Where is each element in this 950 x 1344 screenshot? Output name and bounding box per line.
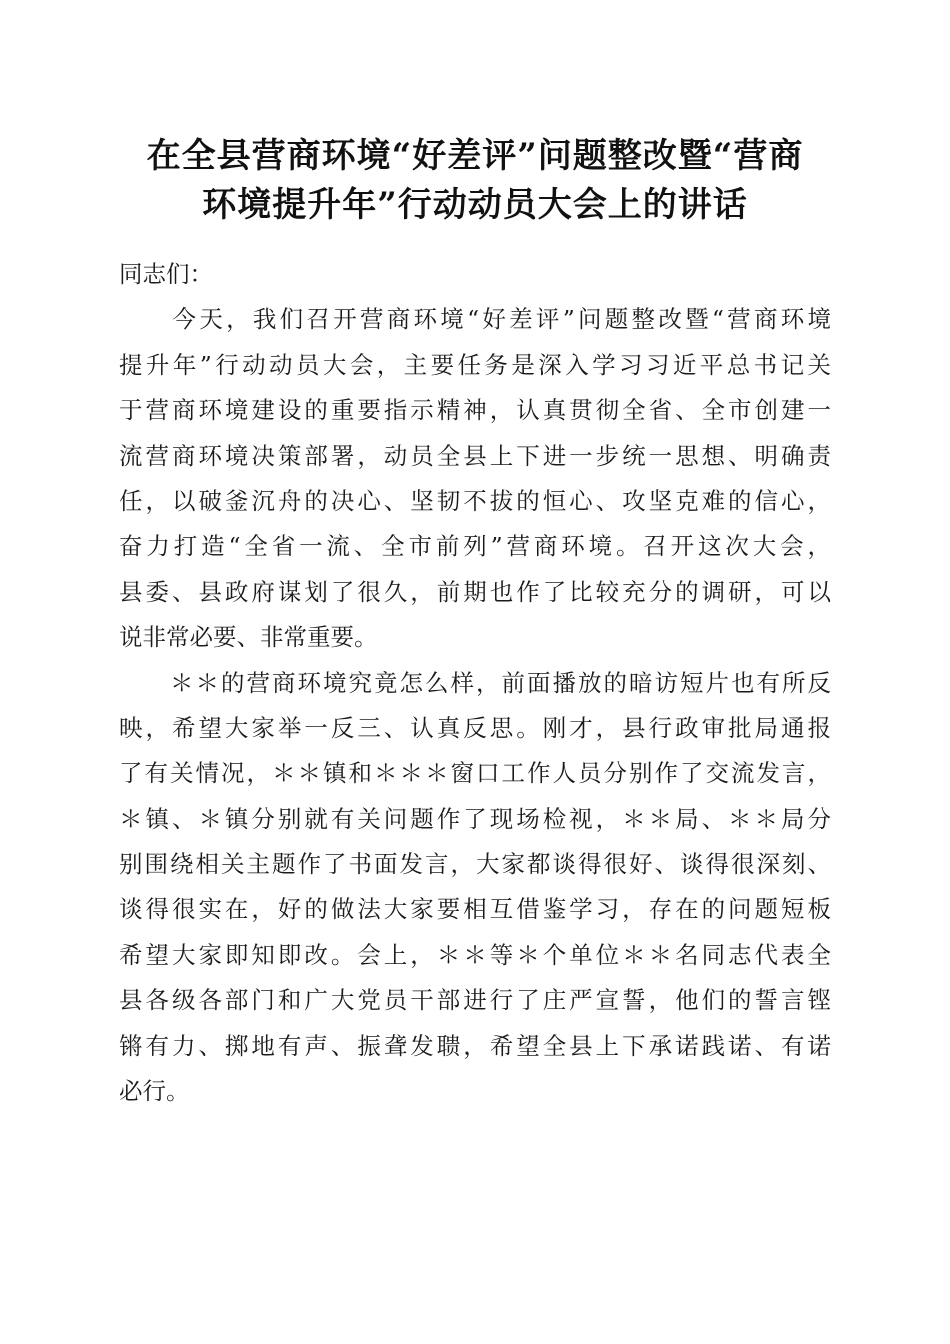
- paragraph-line: 县委、县政府谋划了很久，前期也作了比较充分的调研，可以: [119, 577, 831, 606]
- paragraph-line: 说非常必要、非常重要。: [119, 623, 378, 652]
- paragraph-line: 任，以破釜沉舟的决心、坚韧不拔的恒心、攻坚克难的信心，: [119, 486, 831, 515]
- title-line-1: 在全县营商环境“好差评”问题整改暨“营商: [146, 136, 804, 176]
- paragraph-line: 谈得很实在，好的做法大家要相互借鉴学习，存在的问题短板: [119, 895, 831, 924]
- paragraph-line: ＊镇、＊镇分别就有关问题作了现场检视，＊＊局、＊＊局分: [119, 804, 831, 833]
- paragraph-line: 县各级各部门和广大党员干部进行了庄严宣誓，他们的誓言铿: [119, 986, 831, 1015]
- paragraph-line: 锵有力、掷地有声、振聋发聩，希望全县上下承诺践诺、有诺: [119, 1031, 831, 1060]
- paragraph-line: 希望大家即知即改。会上，＊＊等＊个单位＊＊名同志代表全: [119, 940, 831, 969]
- paragraph-line: 提升年”行动动员大会，主要任务是深入学习习近平总书记关: [119, 350, 831, 379]
- greeting: 同志们：: [119, 260, 213, 288]
- document-title: [95, 132, 855, 230]
- paragraph-1: [119, 297, 831, 660]
- paragraph-line: 今天，我们召开营商环境“好差评”问题整改暨“营商环境: [119, 305, 831, 334]
- paragraph-line: 奋力打造“全省一流、全市前列”营商环境。召开这次大会，: [119, 532, 831, 561]
- paragraph-line: 别围绕相关主题作了书面发言，大家都谈得很好、谈得很深刻、: [119, 850, 831, 879]
- paragraph-line: 了有关情况，＊＊镇和＊＊＊窗口工作人员分别作了交流发言，: [119, 759, 831, 788]
- paragraph-line: 流营商环境决策部署，动员全县上下进一步统一思想、明确责: [119, 441, 831, 470]
- paragraph-line: 映，希望大家举一反三、认真反思。刚才，县行政审批局通报: [119, 713, 831, 742]
- paragraph-line: 于营商环境建设的重要指示精神，认真贯彻全省、全市创建一: [119, 396, 831, 425]
- document-body: [119, 252, 831, 1114]
- paragraph-line: 必行。: [119, 1077, 190, 1106]
- paragraph-2: [119, 661, 831, 1115]
- paragraph-line: ＊＊的营商环境究竟怎么样，前面播放的暗访短片也有所反: [119, 668, 831, 697]
- title-line-2: 环境提升年”行动动员大会上的讲话: [202, 185, 748, 225]
